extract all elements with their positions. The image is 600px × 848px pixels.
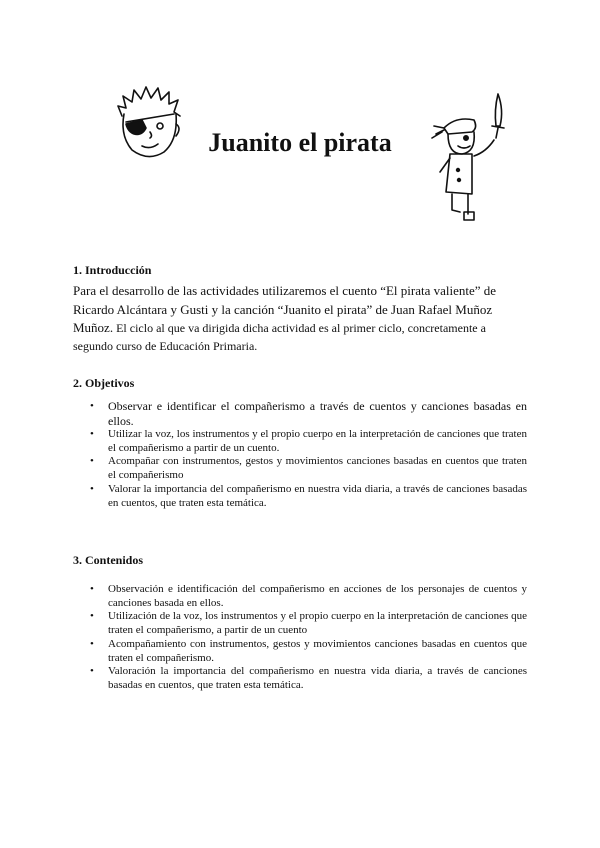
list-item: • Acompañamiento con instrumentos, gestos y movimientos canciones basadas en cuentos que traten el compañerismo. — [90, 638, 527, 665]
contents-list — [90, 583, 527, 693]
intro-rest-text: El ciclo al que va dirigida dicha actividad es al primer ciclo, concretamente a segundo curso de Educación Primaria. — [73, 321, 486, 353]
list-item: • Utilización de la voz, los instrumentos y el propio cuerpo en la interpretación de canciones que traten el compañerismo, a partir de un cuento — [90, 610, 527, 637]
contents-heading: 3. Contenidos — [73, 553, 144, 567]
pirate-with-sword-icon — [428, 92, 508, 222]
list-item: • Valorar la importancia del compañerismo en nuestra vida diaria, a través de canciones basadas en cuentos, que traten esta temática. — [90, 483, 527, 510]
objectives-list — [90, 399, 527, 510]
list-item: • Observar e identificar el compañerismo a través de cuentos y canciones basadas en ellos. — [90, 399, 527, 428]
list-item: • Observación e identificación del compañerismo en acciones de los personajes de cuentos y canciones basada en ellos. — [90, 583, 527, 610]
page-title: Juanito el pirata — [208, 128, 392, 157]
list-item: • Acompañar con instrumentos, gestos y movimientos canciones basadas en cuentos que traten el compañerismo — [90, 455, 527, 482]
objectives-heading: 2. Objetivos — [73, 376, 135, 390]
intro-paragraph — [73, 282, 525, 355]
intro-lead-text: Para el desarrollo de las actividades utilizaremos el cuento “El pirata valiente” de Ricardo Alcántara y Gusti y la canción “Juanito el pirata” de Juan Rafael Muñoz Muñoz. — [73, 283, 497, 335]
intro-heading: 1. Introducción — [73, 263, 152, 277]
list-item: • Valoración la importancia del compañerismo en nuestra vida diaria, a través de canciones basadas en cuentos, que traten esta temática. — [90, 665, 527, 692]
list-item: • Utilizar la voz, los instrumentos y el propio cuerpo en la interpretación de canciones que traten el compañerismo a partir de un cuento. — [90, 428, 527, 455]
